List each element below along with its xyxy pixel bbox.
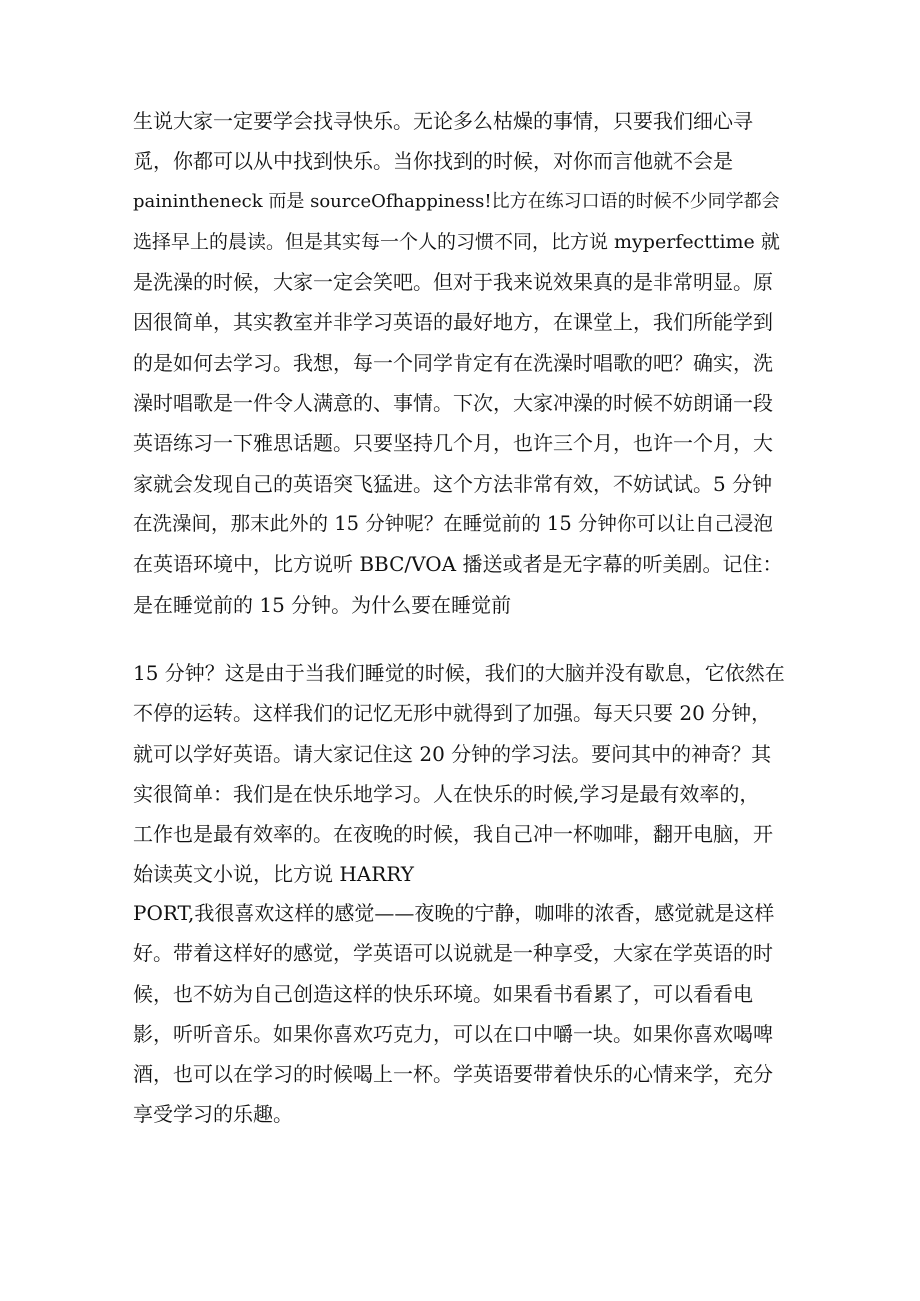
paragraph: [133, 653, 788, 895]
text-line: 酒，也可以在学习的时候喝上一杯。学英语要带着快乐的心情来学，充分: [133, 1062, 773, 1087]
text-line: 觅，你都可以从中找到快乐。当你找到的时候，对你而言他就不会是: [133, 149, 733, 174]
text-line: 候，也不妨为自己创造这样的快乐环境。如果看书看累了，可以看看电: [133, 981, 753, 1006]
text-line: 不停的运转。这样我们的记忆无形中就得到了加强。每天只要 20 分钟，: [133, 701, 772, 726]
text-line: 是在睡觉前的 15 分钟。为什么要在睡觉前: [133, 592, 512, 617]
text-line: 是洗澡的时候，大家一定会笑吧。但对于我来说效果真的是非常明显。原: [133, 270, 773, 295]
text-line: 工作也是最有效率的。在夜晚的时候，我自己冲一杯咖啡，翻开电脑，开: [133, 822, 773, 847]
text-line: 选择早上的晨读。但是其实每一个人的习惯不同，比方说 myperfecttime 就: [133, 230, 780, 253]
text-line: 生说大家一定要学会找寻快乐。无论多么枯燥的事情，只要我们细心寻: [133, 109, 753, 133]
text-line: 家就会发现自己的英语突飞猛进。这个方法非常有效，不妨试试。5 分钟: [133, 471, 773, 496]
text-line: 就可以学好英语。请大家记住这 20 分钟的学习法。要问其中的神奇？其: [133, 741, 772, 766]
text-line: 英语练习一下雅思话题。只要坚持几个月，也许三个月，也许一个月，大: [133, 431, 773, 456]
text-line: 的是如何去学习。我想，每一个同学肯定有在洗澡时唱歌的吧？确实，洗: [133, 350, 773, 375]
text-line: 因很简单，其实教室并非学习英语的最好地方，在课堂上，我们所能学到: [133, 310, 773, 335]
text-line: 在英语环境中，比方说听 BBC/VOA 播送或者是无字幕的听美剧。记住：: [133, 552, 783, 577]
text-line: painintheneck 而是 sourceOfhappiness!比方在练习口语的时候不少同学都会: [133, 190, 780, 212]
text-line: 影，听听音乐。如果你喜欢巧克力，可以在口中嚼一块。如果你喜欢喝啤: [133, 1021, 773, 1046]
text-line: 在洗澡间，那末此外的 15 分钟呢？在睡觉前的 15 分钟你可以让自己浸泡: [133, 511, 773, 535]
text-line: 实很简单：我们是在快乐地学习。人在快乐的时候,学习是最有效率的，: [133, 781, 760, 806]
text-line: 享受学习的乐趣。: [133, 1102, 293, 1127]
paragraph: [133, 893, 788, 1135]
text-line: 15 分钟？这是由于当我们睡觉的时候，我们的大脑并没有歇息，它依然在: [133, 661, 785, 685]
paragraph: [133, 101, 788, 625]
text-line: 澡时唱歌是一件令人满意的、事情。下次，大家冲澡的时候不妨朗诵一段: [133, 391, 773, 416]
text-line: PORT,我很喜欢这样的感觉——夜晚的宁静，咖啡的浓香，感觉就是这样: [133, 901, 775, 925]
text-line: 始读英文小说，比方说 HARRY: [133, 862, 414, 887]
text-line: 好。带着这样好的感觉，学英语可以说就是一种享受，大家在学英语的时: [133, 941, 773, 966]
